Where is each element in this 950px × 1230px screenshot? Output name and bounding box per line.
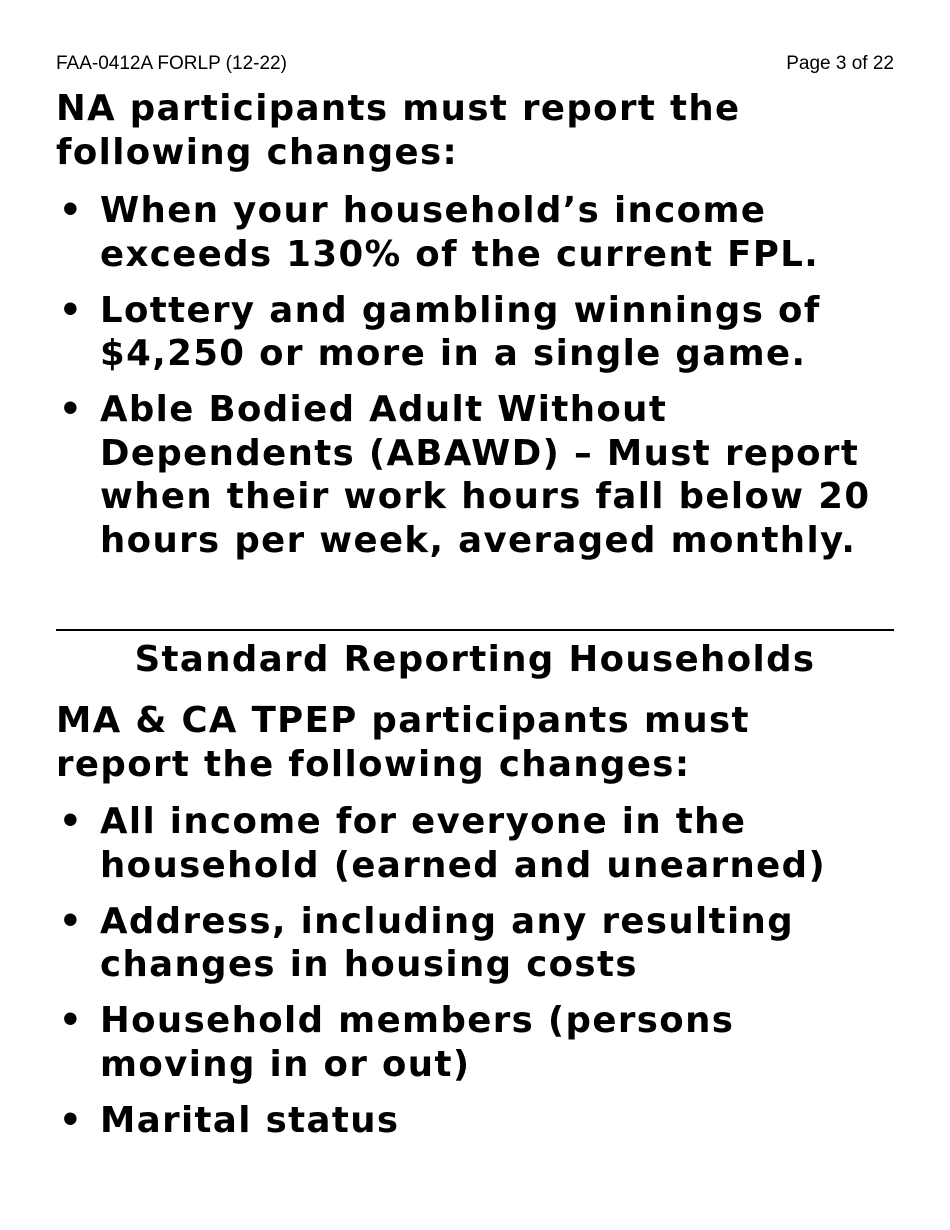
bullet-icon: •: [59, 1000, 84, 1041]
na-intro-heading: NA participants must report the following changes:: [56, 88, 741, 173]
list-item-text: All income for everyone in the household (earned and unearned): [100, 801, 827, 886]
bullet-icon: •: [59, 389, 84, 430]
bullet-icon: •: [59, 900, 84, 942]
list-item-text: Marital status: [100, 1099, 400, 1141]
bullet-icon: •: [59, 1099, 84, 1141]
list-item: [56, 388, 894, 562]
section-divider: [56, 629, 894, 631]
page-number: Page 3 of 22: [786, 53, 894, 74]
list-item: [56, 1099, 894, 1143]
list-item-text: Able Bodied Adult Without Dependents (ABAWD) – Must report when their work hours fall below 20 hours per week, averaged monthly.: [100, 389, 871, 561]
page-header: [56, 53, 894, 75]
bullet-icon: •: [59, 801, 84, 842]
list-item: [56, 189, 894, 276]
standard-changes-list: [56, 800, 894, 1142]
list-item: [56, 800, 894, 887]
list-item: [56, 900, 894, 987]
bullet-icon: •: [59, 190, 84, 231]
section-title: Standard Reporting Households: [134, 639, 816, 680]
form-id: FAA-0412A FORLP (12-22): [56, 53, 287, 74]
list-item-text: Address, including any resulting changes in housing costs: [100, 900, 795, 985]
bullet-icon: •: [59, 289, 84, 331]
list-item-text: Household members (persons moving in or out): [100, 1000, 735, 1085]
list-item-text: When your household’s income exceeds 130% of the current FPL.: [100, 190, 820, 275]
standard-intro-heading: MA & CA TPEP participants must report the following changes:: [56, 700, 750, 785]
list-item-text: Lottery and gambling winnings of $4,250 or more in a single game.: [100, 289, 821, 374]
list-item: [56, 999, 894, 1086]
na-changes-list: [56, 189, 894, 562]
list-item: [56, 289, 894, 376]
